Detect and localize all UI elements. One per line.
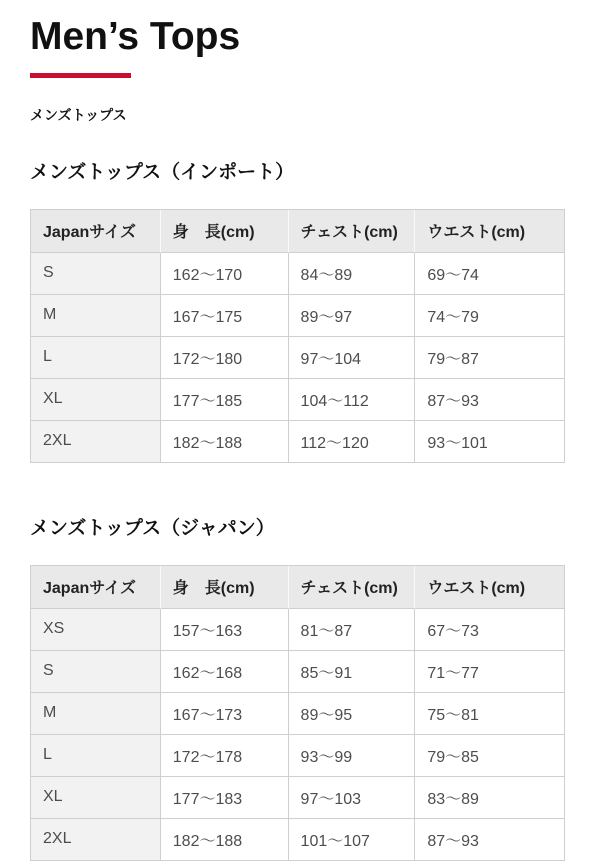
- page-subtitle: メンズトップス: [30, 106, 127, 123]
- value-cell: 71〜77: [415, 651, 565, 693]
- value-cell: 89〜95: [289, 693, 416, 735]
- value-cell: 79〜87: [415, 337, 565, 379]
- value-cell: 97〜103: [289, 777, 416, 819]
- size-section: [30, 157, 570, 463]
- table-row: [31, 337, 565, 379]
- value-cell: 172〜180: [161, 337, 289, 379]
- value-cell: 79〜85: [415, 735, 565, 777]
- value-cell: 177〜183: [161, 777, 289, 819]
- value-cell: 162〜168: [161, 651, 289, 693]
- size-table-header-row: [31, 210, 565, 253]
- value-cell: 81〜87: [289, 609, 416, 651]
- size-label-cell: 2XL: [31, 421, 161, 463]
- size-label-cell: M: [31, 295, 161, 337]
- value-cell: 167〜175: [161, 295, 289, 337]
- table-row: [31, 693, 565, 735]
- title-accent-bar: [30, 73, 131, 78]
- value-cell: 75〜81: [415, 693, 565, 735]
- value-cell: 97〜104: [289, 337, 416, 379]
- value-cell: 83〜89: [415, 777, 565, 819]
- table-row: [31, 609, 565, 651]
- column-header: チェスト(cm): [289, 566, 416, 609]
- size-table-body: [31, 609, 565, 861]
- value-cell: 112〜120: [289, 421, 416, 463]
- table-row: [31, 379, 565, 421]
- size-table-body: [31, 253, 565, 463]
- page-title: Men’s Tops: [30, 15, 241, 58]
- value-cell: 87〜93: [415, 819, 565, 861]
- column-header: チェスト(cm): [289, 210, 416, 253]
- size-label-cell: 2XL: [31, 819, 161, 861]
- value-cell: 101〜107: [289, 819, 416, 861]
- value-cell: 67〜73: [415, 609, 565, 651]
- table-row: [31, 735, 565, 777]
- table-row: [31, 295, 565, 337]
- section-heading: メンズトップス（ジャパン）: [30, 517, 275, 539]
- size-label-cell: XL: [31, 777, 161, 819]
- value-cell: 182〜188: [161, 421, 289, 463]
- table-row: [31, 777, 565, 819]
- value-cell: 93〜99: [289, 735, 416, 777]
- size-label-cell: L: [31, 337, 161, 379]
- value-cell: 104〜112: [289, 379, 416, 421]
- column-header: ウエスト(cm): [415, 210, 565, 253]
- section-heading: メンズトップス（インポート）: [30, 161, 295, 183]
- value-cell: 157〜163: [161, 609, 289, 651]
- column-header: ウエスト(cm): [415, 566, 565, 609]
- value-cell: 69〜74: [415, 253, 565, 295]
- size-label-cell: L: [31, 735, 161, 777]
- value-cell: 89〜97: [289, 295, 416, 337]
- size-table: [30, 209, 565, 463]
- size-guide-sections: [30, 157, 570, 861]
- table-row: [31, 651, 565, 693]
- size-table-header-row: [31, 566, 565, 609]
- column-header: 身 長(cm): [161, 210, 289, 253]
- value-cell: 93〜101: [415, 421, 565, 463]
- value-cell: 172〜178: [161, 735, 289, 777]
- size-label-cell: S: [31, 253, 161, 295]
- size-label-cell: XL: [31, 379, 161, 421]
- size-section: [30, 513, 570, 861]
- value-cell: 162〜170: [161, 253, 289, 295]
- value-cell: 177〜185: [161, 379, 289, 421]
- size-label-cell: XS: [31, 609, 161, 651]
- column-header: Japanサイズ: [31, 566, 161, 609]
- column-header: 身 長(cm): [161, 566, 289, 609]
- table-row: [31, 253, 565, 295]
- column-header: Japanサイズ: [31, 210, 161, 253]
- value-cell: 167〜173: [161, 693, 289, 735]
- table-row: [31, 421, 565, 463]
- value-cell: 84〜89: [289, 253, 416, 295]
- value-cell: 87〜93: [415, 379, 565, 421]
- value-cell: 182〜188: [161, 819, 289, 861]
- size-table: [30, 565, 565, 861]
- size-label-cell: M: [31, 693, 161, 735]
- value-cell: 74〜79: [415, 295, 565, 337]
- value-cell: 85〜91: [289, 651, 416, 693]
- size-label-cell: S: [31, 651, 161, 693]
